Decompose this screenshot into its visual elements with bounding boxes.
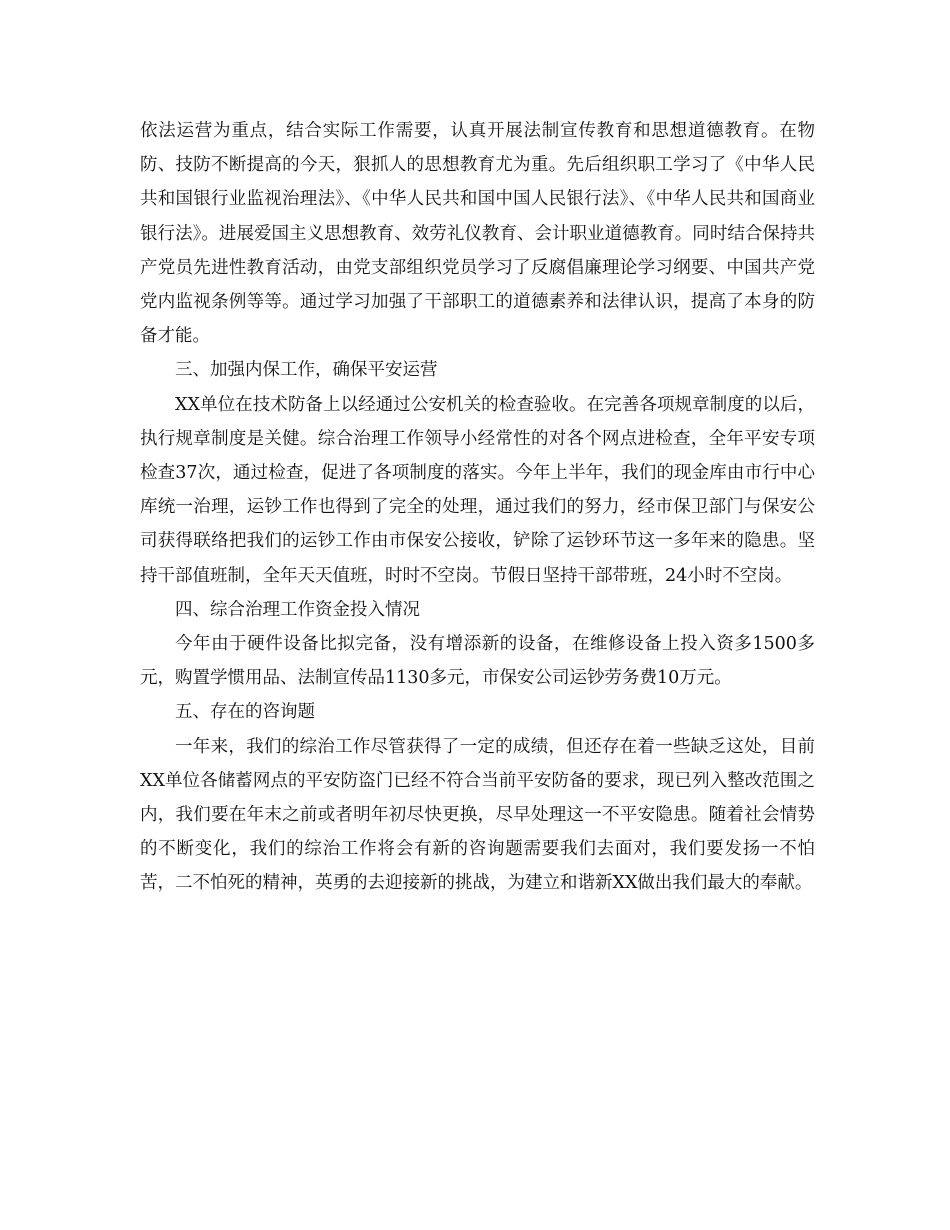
heading-section-4: 四、综合治理工作资金投入情况 xyxy=(175,599,420,620)
paragraph-intro: 依法运营为重点，结合实际工作需要，认真开展法制宣传教育和思想道德教育。在物防、技防不断提高的今天，狠抓人的思想教育尤为重。先后组织职工学习了《中华人民共和国银行业监视治理法》、《中华人民共和国中国人民银行法》、《中华人民共和国商业银行法》。进展爱国主义思想教育、效劳礼仪教育、会计职业道德教育。同时结合保持共产党员先进性教育活动，由党支部组织党员学习了反腐倡廉理论学习纲要、中国共产党党内监视条例等等。通过学习加强了干部职工的道德素养和法律认识，提高了本身的防备才能。 xyxy=(140,121,815,347)
heading-section-5: 五、存在的咨询题 xyxy=(175,702,315,723)
paragraph-section-4: 今年由于硬件设备比拟完备，没有增添新的设备，在维修设备上投入资多1500多元，购置学惯用品、法制宣传品1130多元，市保安公司运钞劳务费10万元。 xyxy=(140,634,815,689)
paragraph-section-3: XX单位在技术防备上以经通过公安机关的检查验收。在完善各项规章制度的以后，执行规章制度是关健。综合治理工作领导小经常性的对各个网点进检查，全年平安专项检查37次，通过检查，促进了各项制度的落实。今年上半年，我们的现金库由市行中心库统一治理，运钞工作也得到了完全的处理，通过我们的努力，经市保卫部门与保安公司获得联络把我们的运钞工作由市保安公接收，铲除了运钞环节这一多年来的隐患。坚持干部值班制，全年天天值班，时时不空岗。节假日坚持干部带班，24小时不空岗。 xyxy=(140,394,815,586)
heading-section-3: 三、加强内保工作，确保平安运营 xyxy=(175,360,438,381)
paragraph-section-5: 一年来，我们的综治工作尽管获得了一定的成绩，但还存在着一些缺乏这处，目前XX单位各储蓄网点的平安防盗门已经不符合当前平安防备的要求，现已列入整改范围之内，我们要在年末之前或者明年初尽快更换，尽早处理这一不平安隐患。随着社会情势的不断变化，我们的综治工作将会有新的咨询题需要我们去面对，我们要发扬一不怕苦，二不怕死的精神，英勇的去迎接新的挑战，为建立和谐新XX做出我们最大的奉献。 xyxy=(140,736,815,894)
document-body xyxy=(140,114,815,901)
